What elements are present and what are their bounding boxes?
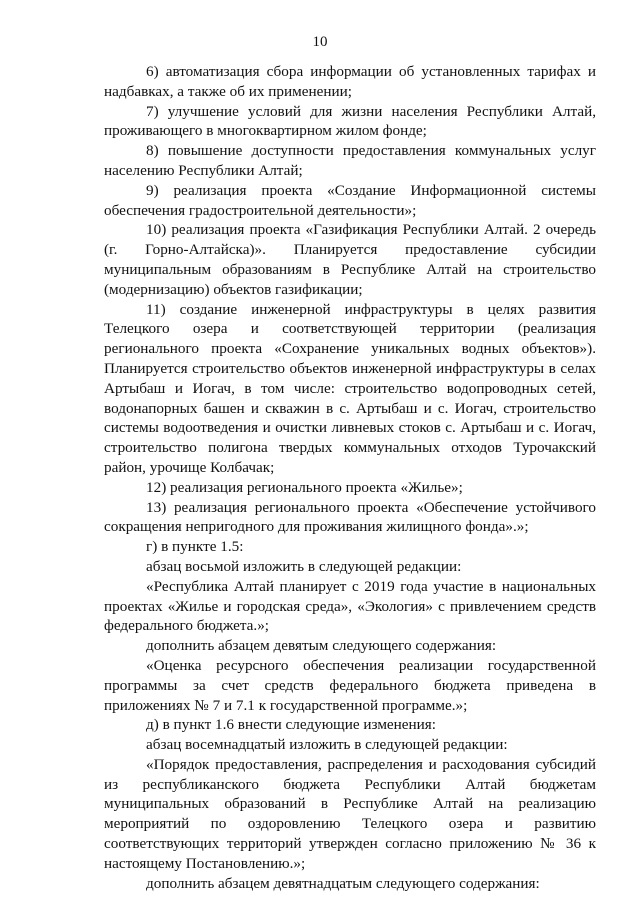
paragraph-subpoint-g: г) в пункте 1.5: bbox=[146, 538, 244, 556]
paragraph-subpoint-d: д) в пункт 1.6 внести следующие изменения: bbox=[146, 716, 436, 734]
paragraph-item-8: 8) повышение доступности предоставления коммунальных услуг населению Республики Алтай; bbox=[104, 142, 596, 179]
paragraph-instruction: абзац восемнадцатый изложить в следующей редакции: bbox=[146, 736, 508, 754]
paragraph-instruction: дополнить абзацем девятнадцатым следующего содержания: bbox=[146, 874, 540, 892]
paragraph-instruction: абзац восьмой изложить в следующей редакции: bbox=[146, 557, 462, 575]
paragraph-item-13: 13) реализация регионального проекта «Обеспечение устойчивого сокращения непригодного для проживания жилищного фонда».»; bbox=[104, 498, 596, 536]
paragraph-item-9: 9) реализация проекта «Создание Информационной системы обеспечения градостроительной деятельности»; bbox=[104, 181, 596, 219]
page-number: 10 bbox=[312, 34, 328, 50]
document-body bbox=[104, 62, 596, 893]
paragraph-quote: «Республика Алтай планирует с 2019 года участие в национальных проектах «Жилье и городская среда», «Экология» с привлечением средств федерального бюджета.»; bbox=[104, 577, 596, 635]
paragraph-item-10: 10) реализация проекта «Газификация Республики Алтай. 2 очередь (г. Горно-Алтайска)». Планируется предоставление субсидии муниципальным образованиям в Республике Алтай на строительство (модернизацию) объектов газификации; bbox=[104, 221, 596, 298]
paragraph-item-12: 12) реализация регионального проекта «Жилье»; bbox=[146, 478, 463, 496]
paragraph-item-6: 6) автоматизация сбора информации об установленных тарифах и надбавках, а также об их применении; bbox=[104, 63, 596, 100]
paragraph-quote: «Порядок предоставления, распределения и расходования субсидий из республиканского бюджета Республики Алтай бюджетам муниципальных образований в Республике Алтай на реализацию мероприятий по оздоровлению Телецкого озера и развитию соответствующих территорий утвержден согласно приложению № 36 к настоящему Постановлению.»; bbox=[104, 755, 596, 872]
paragraph-item-11: 11) создание инженерной инфраструктуры в целях развития Телецкого озера и соответствующей территории (реализация регионального проекта «Сохранение уникальных водных объектов»). Планируется строительство объектов инженерной инфраструктуры в селах Артыбаш и Иогач, в том числе: строительство водопроводных сетей, водонапорных башен и скважин в с. Артыбаш и с. Иогач, строительство системы водоотведения и очистки ливневых стоков с. Артыбаш и с. Иогач, строительство полигона твердых коммунальных отходов Турочакский район, урочище Колбачак; bbox=[104, 300, 596, 476]
paragraph-instruction: дополнить абзацем девятым следующего содержания: bbox=[146, 637, 497, 655]
paragraph-item-7: 7) улучшение условий для жизни населения Республики Алтай, проживающего в многоквартирном жилом фонде; bbox=[104, 102, 596, 140]
paragraph-quote: «Оценка ресурсного обеспечения реализации государственной программы за счет средств федерального бюджета приведена в приложениях № 7 и 7.1 к государственной программе.»; bbox=[104, 656, 596, 714]
